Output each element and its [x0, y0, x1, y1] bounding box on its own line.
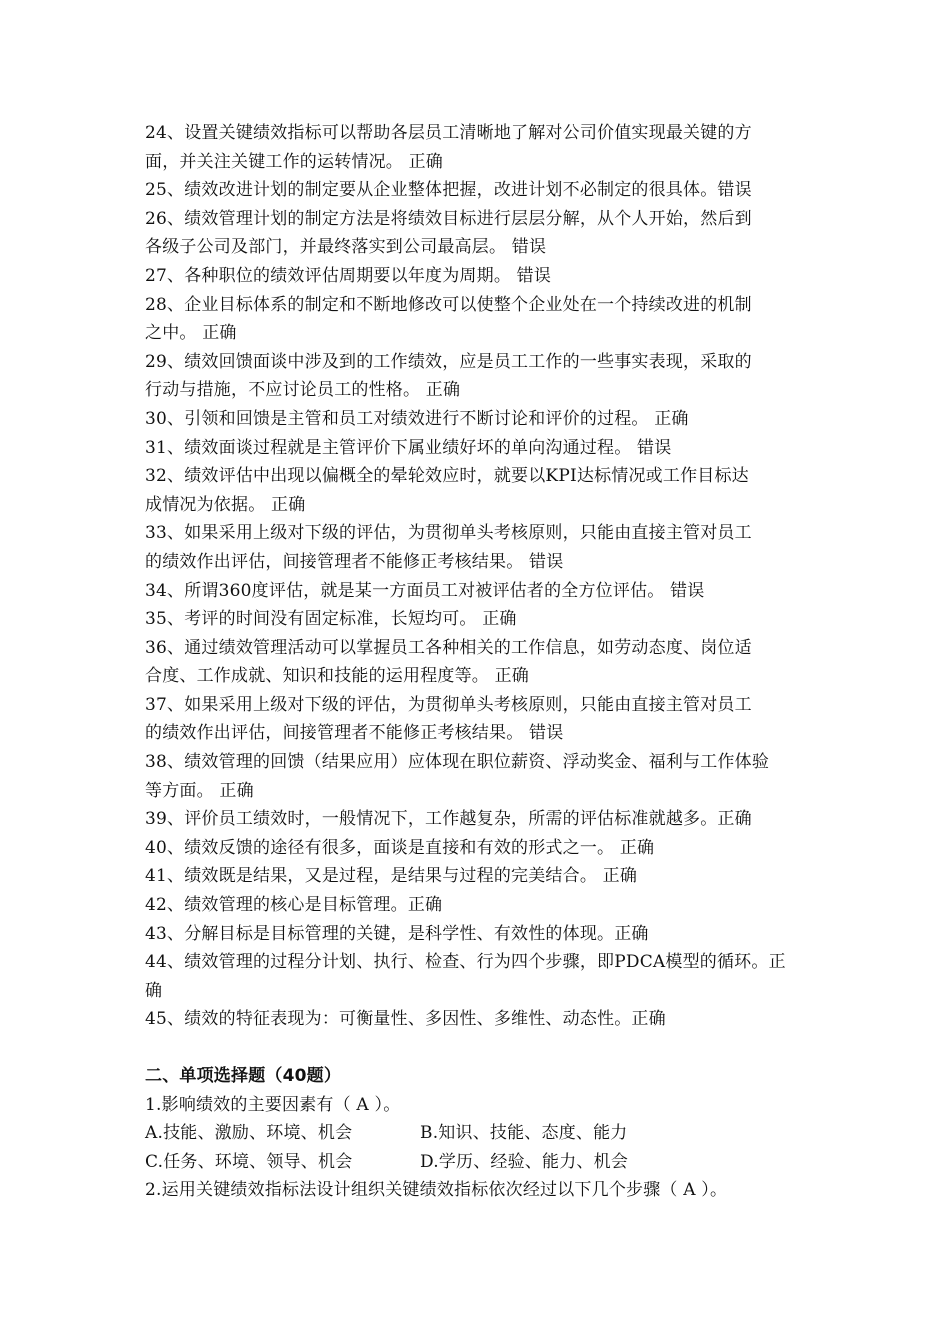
text-line: 42、绩效管理的核心是目标管理。正确: [145, 895, 443, 916]
text-line: 33、如果采用上级对下级的评估，为贯彻单头考核原则，只能由直接主管对员工: [145, 523, 752, 544]
text-line: 面，并关注关键工作的运转情况。 正确: [145, 151, 444, 172]
paragraph-gap: [145, 1034, 815, 1062]
question-1: 1.影响绩效的主要因素有（ A ）。: [145, 1094, 401, 1115]
text-line: 合度、工作成就、知识和技能的运用程度等。 正确: [145, 666, 530, 687]
text-line: 40、绩效反馈的途径有很多，面谈是直接和有效的形式之一。 正确: [145, 837, 655, 858]
text-line: 27、各种职位的绩效评估周期要以年度为周期。 错误: [145, 265, 552, 286]
text-line: 39、评价员工绩效时，一般情况下，工作越复杂，所需的评估标准就越多。正确: [145, 809, 752, 830]
text-line: 36、通过绩效管理活动可以掌握员工各种相关的工作信息，如劳动态度、岗位适: [145, 637, 752, 658]
text-line: 41、绩效既是结果，又是过程，是结果与过程的完美结合。 正确: [145, 866, 638, 887]
text-line: 43、分解目标是目标管理的关键，是科学性、有效性的体现。正确: [145, 923, 649, 944]
question-1-options-row-2: [145, 1148, 815, 1177]
text-line: 32、绩效评估中出现以偏概全的晕轮效应时，就要以KPI达标情况或工作目标达: [145, 466, 749, 487]
option-a: A.技能、激励、环境、机会: [145, 1123, 353, 1144]
text-line: 的绩效作出评估，间接管理者不能修正考核结果。 错误: [145, 551, 564, 572]
document-page: [145, 119, 815, 1205]
text-line: 之中。 正确: [145, 323, 237, 344]
text-line: 25、绩效改进计划的制定要从企业整体把握，改进计划不必制定的很具体。错误: [145, 180, 752, 201]
text-line: 行动与措施，不应讨论员工的性格。 正确: [145, 380, 461, 401]
text-line: 38、绩效管理的回馈（结果应用）应体现在职位薪资、浮动奖金、福利与工作体验: [145, 752, 770, 773]
text-line: 成情况为依据。 正确: [145, 494, 306, 515]
section-heading: 二、单项选择题（40题）: [145, 1066, 342, 1086]
option-c: C.任务、环境、领导、机会: [145, 1151, 353, 1172]
text-line: 28、企业目标体系的制定和不断地修改可以使整个企业处在一个持续改进的机制: [145, 294, 752, 315]
text-line: 35、考评的时间没有固定标准，长短均可。 正确: [145, 609, 517, 630]
text-line: 34、所谓360度评估，就是某一方面员工对被评估者的全方位评估。 错误: [145, 580, 705, 601]
text-line: 37、如果采用上级对下级的评估，为贯彻单头考核原则，只能由直接主管对员工: [145, 694, 752, 715]
option-d: D.学历、经验、能力、机会: [420, 1151, 629, 1172]
text-line: 确: [145, 980, 163, 1001]
question-2: 2.运用关键绩效指标法设计组织关键绩效指标依次经过以下几个步骤（ A ）。: [145, 1180, 728, 1201]
text-line: 24、设置关键绩效指标可以帮助各层员工清晰地了解对公司价值实现最关键的方: [145, 123, 752, 143]
text-line: 的绩效作出评估，间接管理者不能修正考核结果。 错误: [145, 723, 564, 744]
text-line: 26、绩效管理计划的制定方法是将绩效目标进行层层分解，从个人开始，然后到: [145, 208, 752, 229]
text-line: 29、绩效回馈面谈中涉及到的工作绩效，应是员工工作的一些事实表现，采取的: [145, 351, 752, 372]
text-line: 44、绩效管理的过程分计划、执行、检查、行为四个步骤，即PDCA模型的循环。正: [145, 952, 786, 973]
text-line: 等方面。 正确: [145, 780, 254, 801]
question-1-options-row-1: [145, 1119, 815, 1148]
text-line: 31、绩效面谈过程就是主管评价下属业绩好坏的单向沟通过程。 错误: [145, 437, 672, 458]
option-b: B.知识、技能、态度、能力: [420, 1123, 628, 1144]
text-line: 各级子公司及部门，并最终落实到公司最高层。 错误: [145, 237, 547, 258]
text-line: 45、绩效的特征表现为：可衡量性、多因性、多维性、动态性。正确: [145, 1009, 666, 1030]
text-line: 30、引领和回馈是主管和员工对绩效进行不断讨论和评价的过程。 正确: [145, 408, 689, 429]
